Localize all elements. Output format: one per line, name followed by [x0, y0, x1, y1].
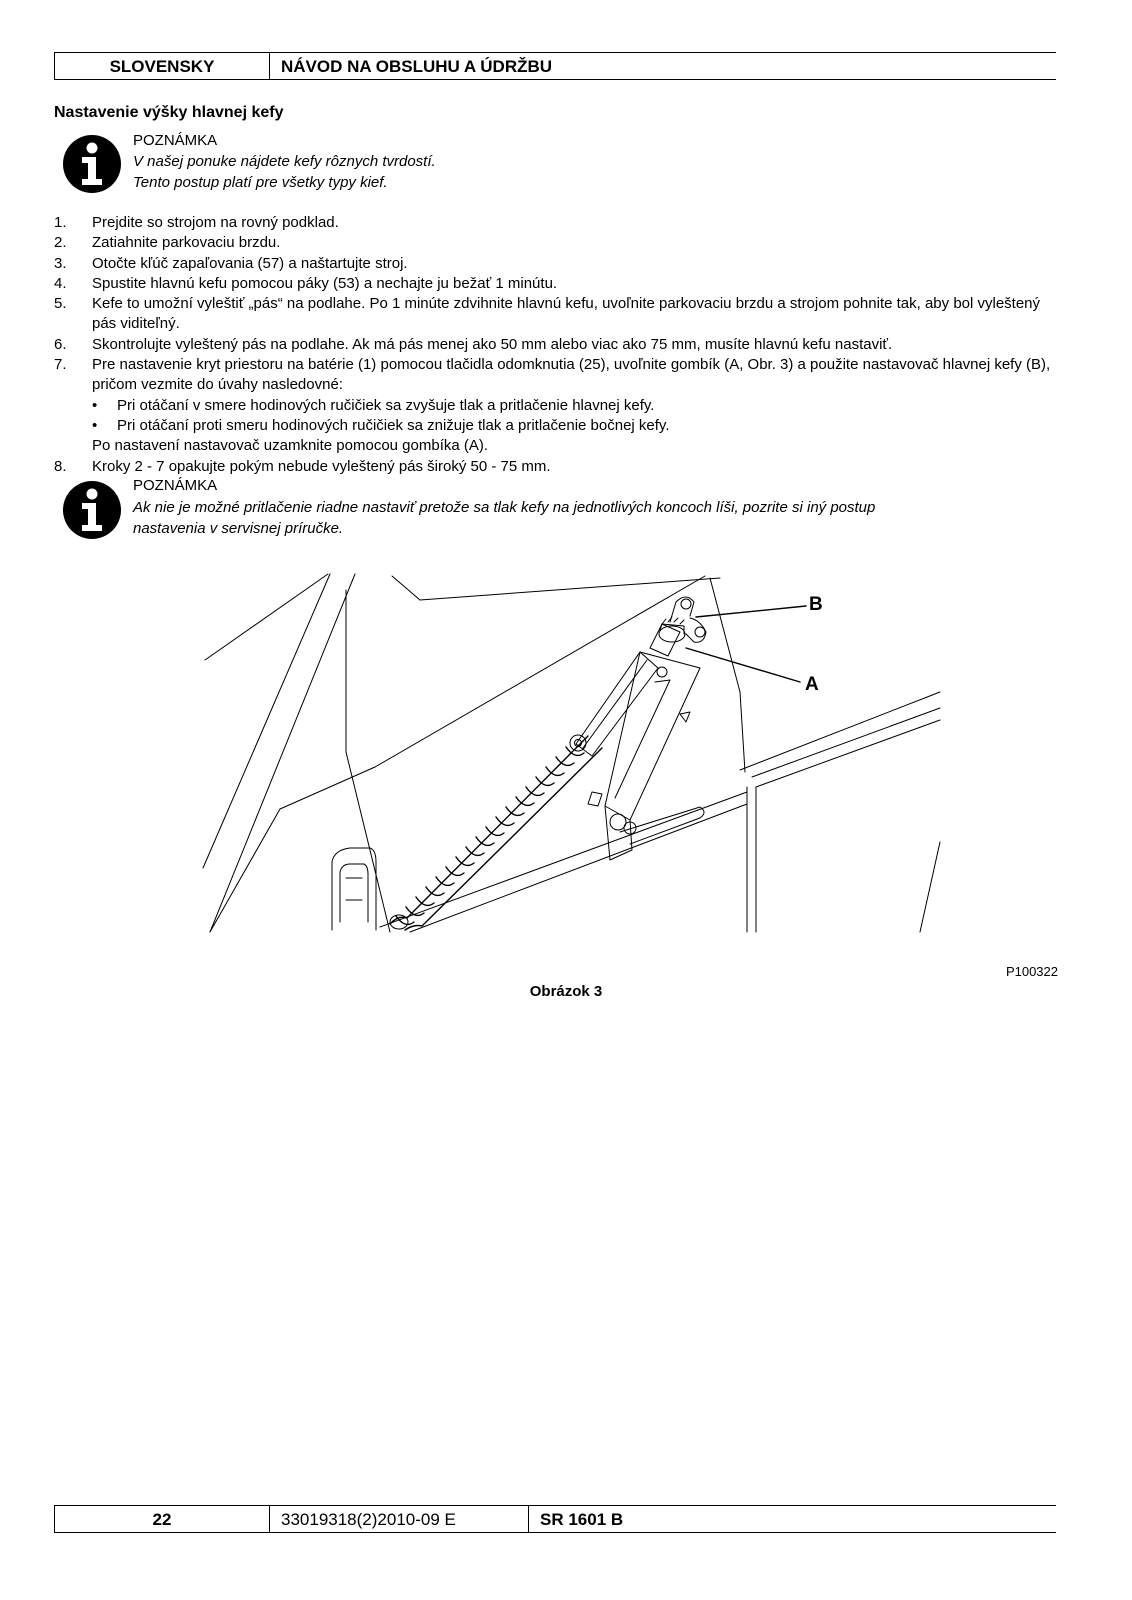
steps-list [54, 213, 1054, 477]
step-item [54, 213, 1054, 233]
step-number: 2. [54, 234, 67, 252]
page-footer [54, 1505, 1056, 1533]
note1-heading: POZNÁMKA [133, 132, 218, 149]
note1-line: Tento postup platí pre všetky typy kief. [133, 174, 388, 191]
note1-line: V našej ponuke nájdete kefy rôznych tvrdostí. [133, 153, 436, 170]
header-language: SLOVENSKY [54, 53, 270, 79]
info-icon [63, 481, 121, 539]
step-number: 3. [54, 254, 67, 272]
bullet-text: Pri otáčaní v smere hodinových ručičiek sa zvyšuje tlak a pritlačenie hlavnej kefy. [117, 396, 655, 414]
info-icon [63, 135, 121, 193]
note2-line: nastavenia v servisnej príručke. [133, 520, 344, 537]
step-item [54, 457, 1054, 477]
note1-text [133, 151, 436, 193]
step7-after-text: Po nastavení nastavovač uzamknite pomocou gombíka (A). [92, 437, 489, 455]
note2-line: Ak nie je možné pritlačenie riadne nastaviť pretože sa tlak kefy na jednotlivých koncoch líši, pozrite si iný postup [133, 499, 876, 516]
brush-adjuster-figure [200, 572, 950, 937]
step-number: 5. [54, 295, 67, 313]
section-title: Nastavenie výšky hlavnej kefy [54, 104, 284, 121]
page-header [54, 52, 1056, 80]
step7-bullet: • Pri otáčaní v smere hodinových ručičiek sa zvyšuje tlak a pritlačenie hlavnej kefy. [92, 396, 655, 414]
step-item [54, 355, 1054, 456]
step-item [54, 294, 1054, 335]
step-text: Prejdite so strojom na rovný podklad. [92, 214, 339, 231]
step-text: Otočte kľúč zapaľovania (57) a naštartujte stroj. [92, 254, 408, 272]
callout-b-label: B [809, 594, 823, 615]
figure-code: P100322 [1005, 964, 1058, 979]
step-text: Zatiahnite parkovaciu brzdu. [92, 234, 281, 252]
step-text: Skontrolujte vyleštený pás na podlahe. Ak má pás menej ako 50 mm alebo viac ako 75 mm, musíte hlavnú kefu nastaviť. [92, 335, 893, 353]
bullet-text: Pri otáčaní proti smeru hodinových ručičiek sa znižuje tlak a pritlačenie bočnej kefy. [117, 416, 670, 434]
step-number: 4. [54, 274, 67, 292]
step-number: 6. [54, 335, 67, 353]
step-text: Kefe to umožní vyleštiť „pás“ na podlahe. Po 1 minúte zdvihnite hlavnú kefu, uvoľnite parkovaciu brzdu a strojom pohnite tak, aby bol vyleštený pás viditeľný. [92, 295, 1041, 333]
step7-bullet: • Pri otáčaní proti smeru hodinových ručičiek sa znižuje tlak a pritlačenie bočnej kefy. [92, 416, 670, 434]
note2-heading: POZNÁMKA [133, 477, 218, 494]
figure-caption: Obrázok 3 [529, 983, 603, 1000]
step-number: 7. [54, 356, 67, 374]
step-item [54, 233, 1054, 253]
step-item [54, 254, 1054, 274]
page-number: 22 [54, 1506, 270, 1532]
note2-text [133, 497, 875, 539]
callout-a-label: A [805, 674, 819, 695]
step-number: 8. [54, 457, 67, 475]
step-text: Spustite hlavnú kefu pomocou páky (53) a nechajte ju bežať 1 minútu. [92, 274, 558, 292]
step-text: Kroky 2 - 7 opakujte pokým nebude vyleštený pás široký 50 - 75 mm. [92, 457, 551, 475]
header-document-title: NÁVOD NA OBSLUHU A ÚDRŽBU [281, 57, 553, 76]
step-text: Pre nastavenie kryt priestoru na batérie (1) pomocou tlačidla odomknutia (25), uvoľnite gombík (A, Obr. 3) a použite nastavovač hlavnej kefy (B), pričom vezmite do úvahy nasledovné: [92, 356, 1051, 394]
document-code: 33019318(2)2010-09 E [281, 1510, 456, 1529]
step-number: 1. [54, 214, 67, 231]
step-item [54, 335, 1054, 355]
step-item [54, 274, 1054, 294]
machine-model: SR 1601 B [540, 1510, 624, 1529]
